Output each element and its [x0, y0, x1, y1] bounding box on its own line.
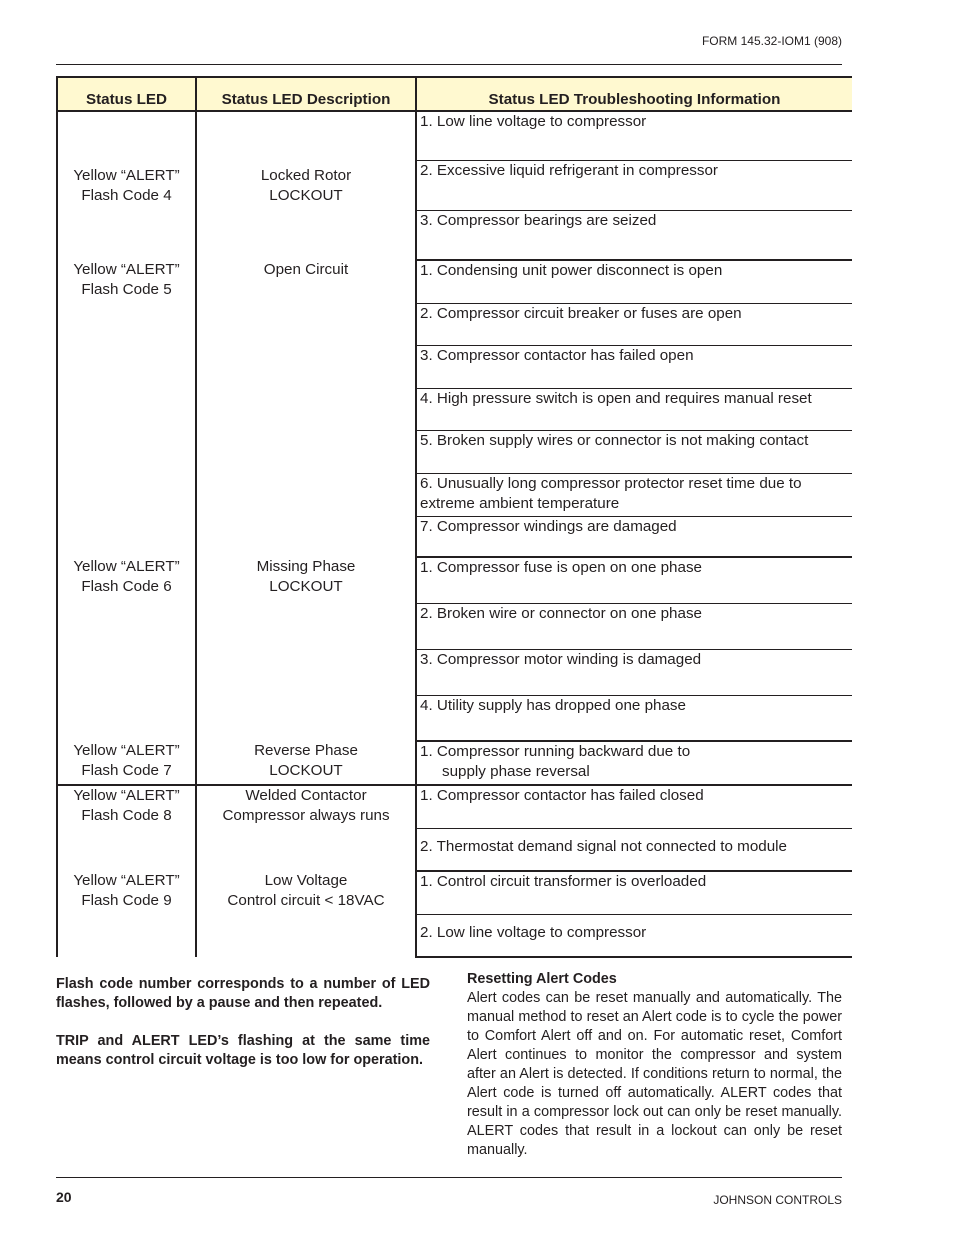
description-cell: Low Voltage Control circuit < 18VAC [196, 871, 416, 957]
troubleshooting-item: 2. Compressor circuit breaker or fuses are open [416, 303, 852, 345]
troubleshooting-item: 1. Control circuit transformer is overloaded [416, 871, 852, 914]
table-row [57, 260, 852, 303]
flash-code-note: Flash code number corresponds to a number of LED flashes, followed by a pause and then repeated. [56, 976, 430, 1011]
troubleshooting-item: 3. Compressor contactor has failed open [416, 345, 852, 388]
section-heading: Resetting Alert Codes [467, 971, 617, 987]
troubleshooting-item: 2. Thermostat demand signal not connected to module [416, 828, 852, 871]
status-led-cell: Yellow “ALERT” Flash Code 4 [57, 111, 196, 260]
table-row [57, 111, 852, 160]
section-body: Alert codes can be reset manually and automatically. The manual method to reset an Alert code is to cycle the power to Comfort Alert off and on. For automatic reset, Comfort Alert continues to monitor the compressor and system after an Alert is detected. If conditions return to normal, the Alert code is turned off automatically. ALERT codes that result in a compressor lock out can only be reset manually. ALERT codes that result in a lockout can only be reset manually. [467, 990, 842, 1158]
table-row [57, 741, 852, 785]
page-number: 20 [56, 1189, 72, 1205]
troubleshooting-item: 2. Broken wire or connector on one phase [416, 603, 852, 649]
troubleshooting-item: 4. Utility supply has dropped one phase [416, 695, 852, 741]
col-header-status-led: Status LED [57, 77, 196, 111]
top-rule [56, 64, 842, 65]
col-header-description: Status LED Description [196, 77, 416, 111]
status-led-table [56, 76, 852, 958]
troubleshooting-item: 6. Unusually long compressor protector reset time due to extreme ambient temperature [416, 473, 852, 516]
resetting-alert-codes-section [467, 970, 842, 1160]
status-led-cell: Yellow “ALERT” Flash Code 7 [57, 741, 196, 785]
troubleshooting-item: 1. Compressor fuse is open on one phase [416, 557, 852, 603]
table-row [57, 871, 852, 914]
description-cell: Locked Rotor LOCKOUT [196, 111, 416, 260]
troubleshooting-item: 3. Compressor bearings are seized [416, 210, 852, 260]
status-led-cell: Yellow “ALERT” Flash Code 8 [57, 785, 196, 871]
description-cell: Welded Contactor Compressor always runs [196, 785, 416, 871]
bottom-rule [56, 1177, 842, 1178]
troubleshooting-item: 7. Compressor windings are damaged [416, 516, 852, 557]
troubleshooting-item: 1. Compressor running backward due to supply phase reversal [416, 741, 852, 785]
description-cell: Missing Phase LOCKOUT [196, 557, 416, 741]
description-cell: Reverse Phase LOCKOUT [196, 741, 416, 785]
table-row [57, 557, 852, 603]
col-header-troubleshooting: Status LED Troubleshooting Information [416, 77, 852, 111]
low-voltage-note: TRIP and ALERT LED’s flashing at the same time means control circuit voltage is too low for operation. [56, 1033, 430, 1068]
troubleshooting-item: 5. Broken supply wires or connector is not making contact [416, 430, 852, 473]
troubleshooting-item: 2. Low line voltage to compressor [416, 914, 852, 957]
form-id: FORM 145.32-IOM1 (908) [701, 34, 842, 48]
troubleshooting-item: 4. High pressure switch is open and requires manual reset [416, 388, 852, 430]
company-name: JOHNSON CONTROLS [713, 1193, 842, 1207]
description-cell: Open Circuit [196, 260, 416, 557]
troubleshooting-item: 3. Compressor motor winding is damaged [416, 649, 852, 695]
table-header-row [57, 77, 852, 111]
table-row [57, 785, 852, 828]
troubleshooting-item: 1. Compressor contactor has failed closed [416, 785, 852, 828]
status-led-cell: Yellow “ALERT” Flash Code 6 [57, 557, 196, 741]
status-led-cell: Yellow “ALERT” Flash Code 5 [57, 260, 196, 557]
troubleshooting-item: 2. Excessive liquid refrigerant in compressor [416, 160, 852, 210]
troubleshooting-item: 1. Low line voltage to compressor [416, 111, 852, 160]
status-led-cell: Yellow “ALERT” Flash Code 9 [57, 871, 196, 957]
troubleshooting-item: 1. Condensing unit power disconnect is open [416, 260, 852, 303]
